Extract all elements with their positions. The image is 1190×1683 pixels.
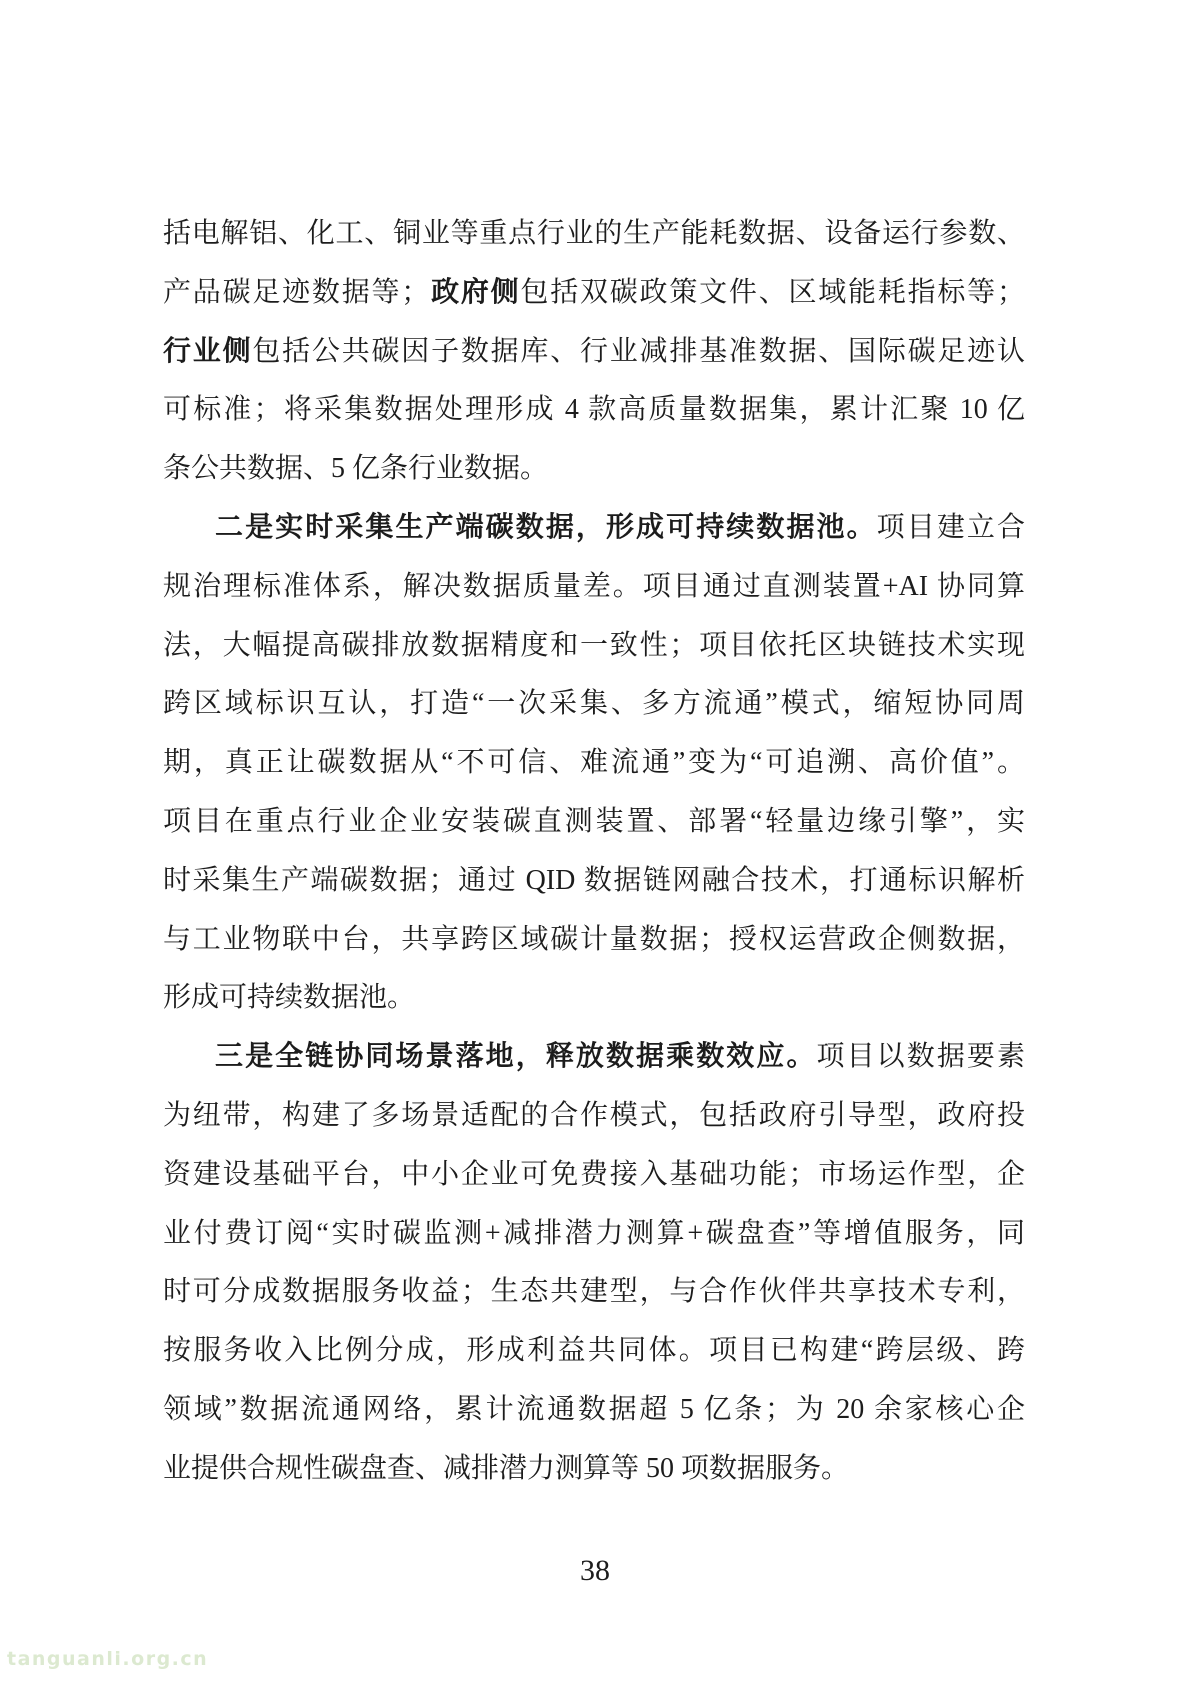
text-line — [163, 1146, 1025, 1205]
text-segment: 形成可持续数据池。 — [163, 982, 416, 1014]
text-line — [163, 1087, 1025, 1146]
text-line — [163, 793, 1025, 852]
text-segment: 项目建立合 — [876, 511, 1025, 543]
text-segment: 时采集生产端碳数据；通过 QID 数据链网融合技术，打通标识解析 — [163, 864, 1025, 896]
text-segment: 按服务收入比例分成，形成利益共同体。项目已构建“跨层级、跨 — [163, 1335, 1025, 1367]
bold-text-segment: 三是全链协同场景落地，释放数据乘数效应。 — [215, 1041, 817, 1073]
text-segment: 资建设基础平台，中小企业可免费接入基础功能；市场运作型，企 — [163, 1158, 1025, 1190]
text-line — [163, 1205, 1025, 1264]
text-line — [163, 1381, 1025, 1440]
text-segment: 括电解铝、化工、铜业等重点行业的生产能耗数据、设备运行参数、 — [163, 218, 1025, 249]
text-line — [163, 734, 1025, 793]
bold-text-segment: 政府侧 — [429, 276, 521, 308]
text-line — [163, 558, 1025, 617]
text-line — [163, 323, 1025, 382]
text-segment: 业提供合规性碳盘查、减排潜力测算等 50 项数据服务。 — [163, 1452, 850, 1484]
text-line — [163, 499, 1025, 558]
text-segment: 与工业物联中台，共享跨区域碳计量数据；授权运营政企侧数据， — [163, 923, 1025, 955]
text-line — [163, 1440, 1025, 1499]
text-line — [163, 911, 1025, 970]
bold-text-segment: 二是实时采集生产端碳数据，形成可持续数据池。 — [215, 511, 877, 543]
text-line — [163, 381, 1025, 440]
text-line — [163, 440, 1025, 499]
text-segment: 时可分成数据服务收益；生态共建型，与合作伙伴共享技术专利， — [163, 1276, 1025, 1308]
bold-text-segment: 行业侧 — [163, 335, 253, 367]
text-segment: 规治理标准体系，解决数据质量差。项目通过直测装置+AI 协同算 — [163, 570, 1025, 602]
text-segment: 包括公共碳因子数据库、行业减排基准数据、国际碳足迹认 — [252, 335, 1025, 367]
text-segment: 期，真正让碳数据从“不可信、难流通”变为“可追溯、高价值”。 — [163, 747, 1025, 779]
text-segment: 为纽带，构建了多场景适配的合作模式，包括政府引导型，政府投 — [163, 1099, 1025, 1131]
text-line — [163, 264, 1025, 323]
text-segment: 包括双碳政策文件、区域能耗指标等； — [520, 276, 1025, 308]
watermark-text: tanguanli.org.cn — [7, 1648, 209, 1670]
document-body — [163, 205, 1025, 1499]
text-line — [163, 675, 1025, 734]
text-line — [163, 205, 1025, 264]
text-line — [163, 1028, 1025, 1087]
text-segment: 业付费订阅“实时碳监测+减排潜力测算+碳盘查”等增值服务，同 — [163, 1217, 1025, 1249]
text-line — [163, 969, 1025, 1028]
text-segment: 跨区域标识互认，打造“一次采集、多方流通”模式，缩短协同周 — [163, 688, 1025, 720]
text-line — [163, 1322, 1025, 1381]
text-line — [163, 1263, 1025, 1322]
text-segment: 产品碳足迹数据等； — [163, 276, 430, 308]
text-segment: 领域”数据流通网络，累计流通数据超 5 亿条；为 20 余家核心企 — [163, 1393, 1025, 1425]
text-line — [163, 617, 1025, 676]
text-segment: 项目在重点行业企业安装碳直测装置、部署“轻量边缘引擎”，实 — [163, 805, 1025, 837]
text-line — [163, 852, 1025, 911]
text-segment: 法，大幅提高碳排放数据精度和一致性；项目依托区块链技术实现 — [163, 629, 1025, 661]
text-segment: 可标准；将采集数据处理形成 4 款高质量数据集，累计汇聚 10 亿 — [163, 394, 1025, 426]
text-segment: 条公共数据、5 亿条行业数据。 — [163, 453, 549, 485]
text-segment: 项目以数据要素 — [816, 1041, 1025, 1073]
page-number: 38 — [580, 1554, 610, 1587]
